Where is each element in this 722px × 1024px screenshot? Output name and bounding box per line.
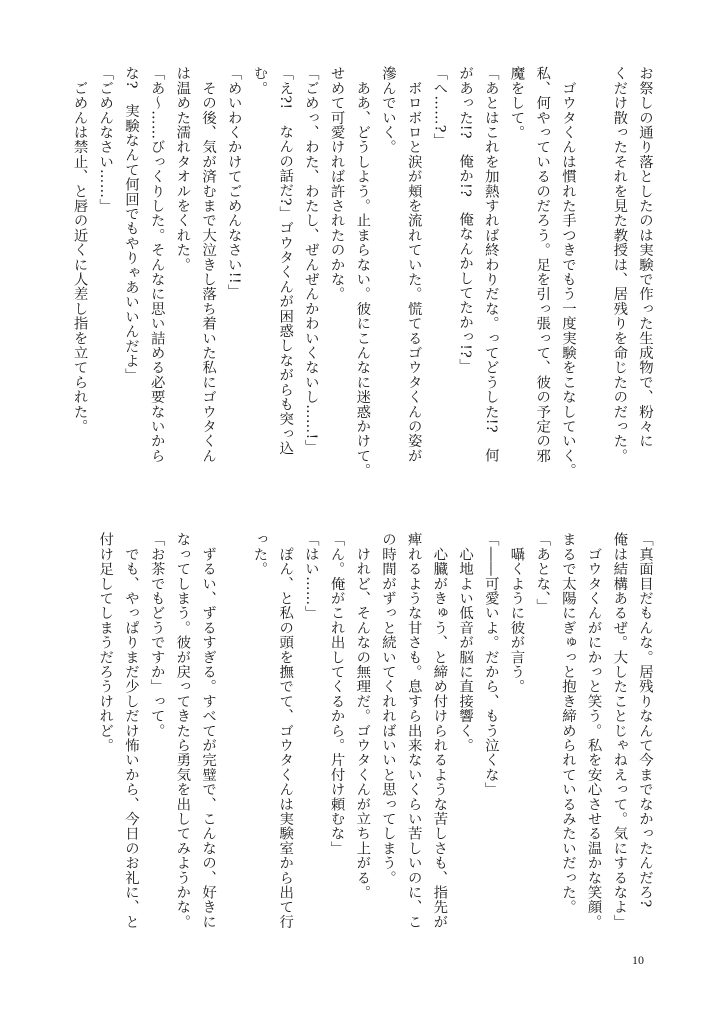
text-line: 私、何やっているのだろう。足を引っ張って、彼の予定の邪 <box>534 66 551 463</box>
text-line: 「めいわくかけてごめんなさい!!」 <box>225 66 242 299</box>
text-line: 「ん。俺がこれ出してくるから。片付け頼むな」 <box>328 532 345 856</box>
text-line: は温めた濡れタオルをくれた。 <box>174 66 191 272</box>
lower-text-block <box>92 532 657 957</box>
text-line: 「あ〜……びっくりした。そんなに思い詰める必要ないから <box>148 66 165 463</box>
text-line: その後、気が済むまで大泣きし落ち着いた私にゴウタくん <box>200 66 217 463</box>
text-line: 心臓がきゅう、と締め付けられるような苦しさも、指先が <box>431 532 448 929</box>
text-line: ごめんは禁止、と唇の近くに人差し指を立てられた。 <box>71 66 88 434</box>
text-line: ゴウタくんがにかっと笑う。私を安心させる温かな笑顔。 <box>585 532 602 929</box>
text-line <box>220 532 246 957</box>
text-line: お祭しの通り落としたのは実験で作った生成物で、粉々に <box>637 66 653 449</box>
text-line: の時間がずっと続いてくれればいいと思ってしまう。 <box>379 532 396 885</box>
text-line: 「はい……」 <box>302 532 319 621</box>
text-line: 「あとな、」 <box>534 532 551 613</box>
text-line: 囁くように彼が言う。 <box>508 532 525 694</box>
text-line: ああ、どうしよう。止まらない。彼にこんなに迷惑かけて。 <box>354 66 371 478</box>
text-line: があった!? 俺か!? 俺なんかしてたかっ!?」 <box>457 66 474 373</box>
text-line: 「真面目だもんな。居残りなんて今までなかったんだろ? <box>637 532 653 908</box>
text-line: 「――可愛いよ。だから、もう泣くな」 <box>482 532 499 797</box>
page-number: 10 <box>632 953 644 967</box>
text-line: む。 <box>251 66 268 96</box>
text-line: な? 実験なんて何回でもやりゃあいいんだよ」 <box>122 66 139 383</box>
text-line <box>580 66 606 508</box>
text-line: 「お茶でもどうですか」って。 <box>148 532 165 738</box>
text-line: なってしまう。彼が戻ってきたら勇気を出してみようかな。 <box>174 532 191 929</box>
text-line: った。 <box>251 532 268 577</box>
text-line: 「あとはこれを加熱すれば終わりだな。ってどうした!? 何 <box>482 66 499 463</box>
text-line: ゴウタくんは慣れた手つきでもう一度実験をこなしていく。 <box>559 66 576 478</box>
text-line: 俺は結構あるぜ。大したことじゃねえって。気にするなよ」 <box>611 532 628 929</box>
text-line: 付け足してしまうだろうけれど。 <box>97 532 114 753</box>
text-line: 痺れるような甘さも。息すら出来ないくらい苦しいのに、こ <box>405 532 422 929</box>
text-line: ぽん、と私の頭を撫でて、ゴウタくんは実験室から出て行 <box>277 532 294 929</box>
text-line: ボロボロと涙が頬を流れていた。慌てるゴウタくんの姿が <box>405 66 422 463</box>
text-line: 魔をして。 <box>508 66 525 140</box>
text-line: 「ごめんなさい……」 <box>97 66 114 213</box>
text-line: でも、やっぱりまだ少しだけ怖いから、今日のお礼に、と <box>122 532 139 929</box>
upper-text-block <box>66 66 657 508</box>
text-line: 滲んでいく。 <box>379 66 396 155</box>
text-line: 「ごめっ、わた、わたし、ぜんぜんかわいくないし……!」 <box>302 66 319 455</box>
text-line: くだけ散ったそれを見た教授は、居残りを命じたのだった。 <box>611 66 628 463</box>
text-line: 「え?! なんの話だ?」ゴウタくんが困惑しながらも突っ込 <box>277 66 294 456</box>
text-line: ずるい、ずるすぎる。すべてが完璧で、こんなの、好きに <box>200 532 217 929</box>
text-line: けれど、そんなの無理だ。ゴウタくんが立ち上がる。 <box>354 532 371 900</box>
text-line: まるで太陽にぎゅっと抱き締められているみたいだった。 <box>559 532 576 915</box>
text-line: せめて可愛ければ許されたのかな。 <box>328 66 345 302</box>
text-line: 「へ……?」 <box>431 66 448 148</box>
text-line: 心地よい低音が脳に直接響く。 <box>457 532 474 753</box>
